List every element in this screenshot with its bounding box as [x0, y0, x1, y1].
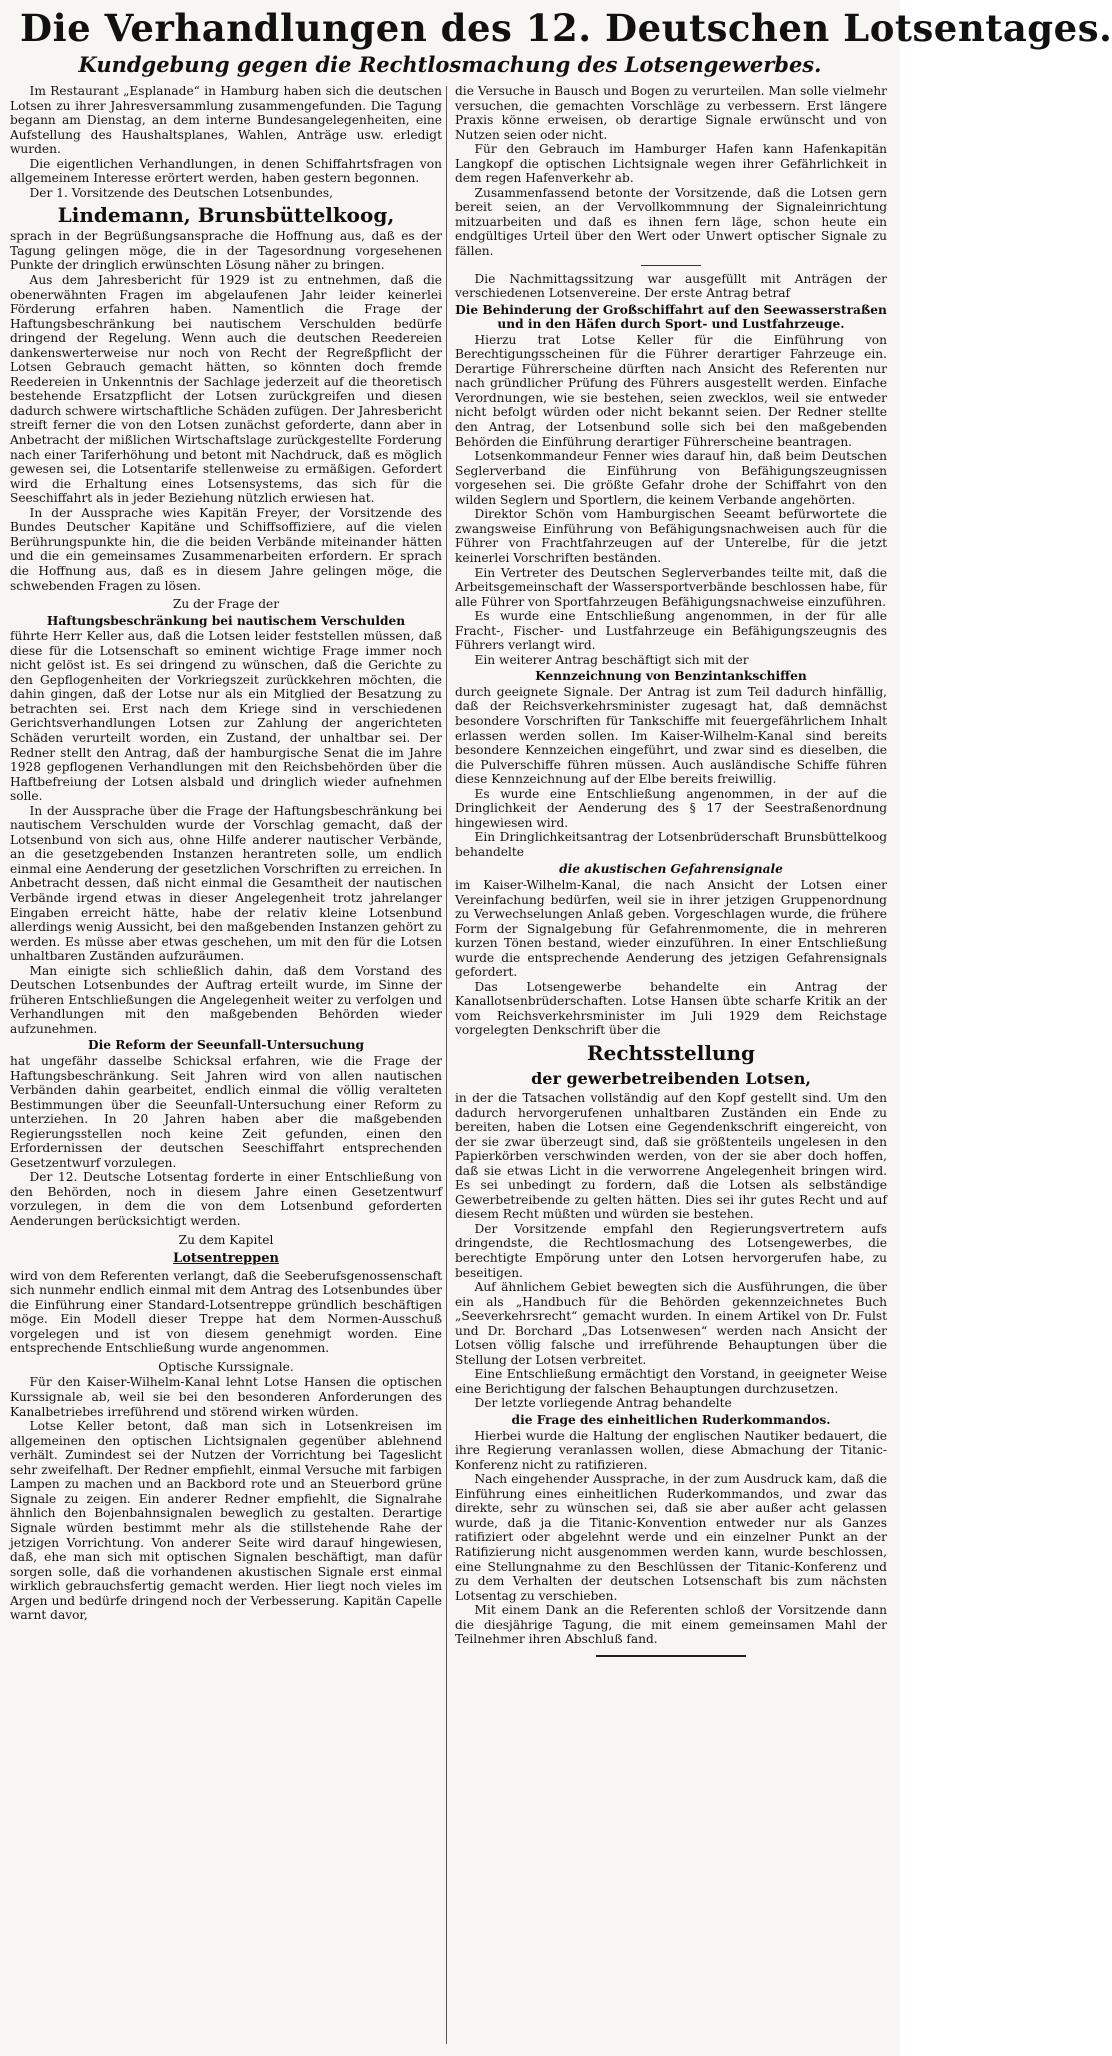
section-intro: Zu der Frage der — [172, 597, 280, 612]
paragraph: Direktor Schön vom Hamburgischen Seeamt befürwortete die zwangsweise Einführung von Befähigungsnachweisen auch für die Führer von Frachtfahrzeugen auf der Unterelbe, für die jetzt keinerlei Vorschriften beständen. — [455, 507, 887, 565]
paragraph: Man einigte sich schließlich dahin, daß dem Vorstand des Deutschen Lotsenbundes der Auftrag erteilt wurde, im Sinne der früheren Entschließungen die Angelegenheit weiter zu verfolgen und Verhandlungen mit den maßgebenden Behörden wieder aufzunehmen. — [10, 963, 442, 1036]
paragraph: Die eigentlichen Verhandlungen, in denen Schiffahrtsfragen von allgemeinem Interesse erörtert werden, haben gestern begonnen. — [10, 156, 442, 186]
section-heading-rechtsstellung: Rechtsstellung — [586, 1041, 756, 1065]
paragraph: sprach in der Begrüßungsansprache die Hoffnung aus, daß es der Tagung gelingen möge, die in der Tagesordnung vorgesehenen Punkte der dringlich erwünschten Lösung näher zu bringen. — [10, 229, 442, 273]
speaker-heading: Lindemann, Brunsbüttelkoog, — [57, 203, 395, 228]
paragraph: Zusammenfassend betonte der Vorsitzende, daß die Lotsen gern bereit seien, an der Vervollkommnung der Signaleinrichtung mitzuarbeiten und daß es ihnen fern läge, schon heute ein endgültiges Urteil über den Wert oder Unwert optischer Signale zu fällen. — [455, 185, 887, 259]
end-rule — [596, 1655, 746, 1657]
section-heading-kurssignale: Optische Kurssignale. — [158, 1359, 294, 1374]
paragraph: Auf ähnlichem Gebiet bewegten sich die Ausführungen, die über ein als „Handbuch für die Behörden gekennzeichnetes Buch „Seeverkehrsrecht“ gemacht wurden. In einem Artikel von Dr. Fulst und Dr. Borchard „Das Lotsenwesen“ werden nach Ansicht der Lotsen völlig falsche und irreführende Behauptungen über die Stellung der Lotsen verbreitet. — [455, 1280, 887, 1367]
paragraph: Die Nachmittagssitzung war ausgefüllt mit Anträgen der verschiedenen Lotsenvereine. Der erste Antrag betraf — [455, 271, 887, 301]
paragraph: Es wurde eine Entschließung angenommen, in der für alle Fracht-, Fischer- und Lustfahrzeuge ein Befähigungszeugnis des Führers verlangt wird. — [455, 609, 887, 653]
section-heading-behinderung: Die Behinderung der Großschiffahrt auf den Seewasserstraßen und in den Häfen durch Sport- und Lustfahrzeuge. — [455, 302, 887, 332]
paragraph: Es wurde eine Entschließung angenommen, in der auf die Dringlichkeit der Aenderung des § 17 der Seestraßenordnung hingewiesen wird. — [455, 786, 887, 830]
column-divider — [446, 86, 447, 2044]
right-column — [455, 84, 887, 2046]
section-heading-akustisch: die akustischen Gefahrensignale — [559, 862, 783, 877]
section-heading-reform: Die Reform der Seeunfall-Untersuchung — [88, 1038, 364, 1053]
paragraph: durch geeignete Signale. Der Antrag ist zum Teil dadurch hinfällig, daß der Reichsverkehrsminister zugesagt hat, daß demnächst besondere Vorschriften für Tankschiffe mit feuergefährlichem Inhalt erlassen werden sollen. Im Kaiser-Wilhelm-Kanal sind bereits besondere Kennzeichen eingeführt, und zwar sind es dieselben, die die Pulverschiffe führen müssen. Auch ausländische Schiffe führen diese Kennzeichnung auf der Elbe bereits freiwillig. — [455, 684, 887, 787]
left-column — [10, 84, 442, 2046]
section-heading-ruderkommando: die Frage des einheitlichen Ruderkommandos. — [511, 1413, 831, 1428]
paragraph: Im Restaurant „Esplanade“ in Hamburg haben sich die deutschen Lotsen zu ihrer Jahresversammlung zusammengefunden. Die Tagung begann am Dienstag, an dem interne Bundesangelegenheiten, eine Aufstellung des Haushaltsplanes, Wahlen, Anträge usw. erledigt wurden. — [10, 84, 442, 157]
paragraph: Lotsenkommandeur Fenner wies darauf hin, daß beim Deutschen Seglerverband die Einführung von Befähigungszeugnissen vorgesehen sei. Die größte Gefahr drohe der Schiffahrt von den wilden Seglern und Sportlern, die keinem Verbande angehörten. — [455, 449, 887, 507]
paragraph: Hierzu trat Lotse Keller für die Einführung von Berechtigungsscheinen für die Führer derartiger Fahrzeuge ein. Derartige Führerscheine dürften nach Ansicht des Referenten nur nach gründlicher Prüfung des Führers ausgestellt werden. Einfache Verordnungen, wie sie bestehen, seien zwecklos, weil sie entweder nicht befolgt würden oder nicht bekannt seien. Der Redner stellte den Antrag, der Lotsenbund solle sich bei den maßgebenden Behörden die Einführung derartiger Führerscheine beantragen. — [455, 332, 887, 449]
paragraph: Ein Dringlichkeitsantrag der Lotsenbrüderschaft Brunsbüttelkoog behandelte — [455, 830, 887, 859]
article-subheadline: Kundgebung gegen die Rechtlosmachung des Lotsengewerbes. — [78, 52, 822, 77]
paragraph: in der die Tatsachen vollständig auf den Kopf gestellt sind. Um den dadurch hervorgerufenen unhaltbaren Zuständen ein Ende zu bereiten, haben die Lotsen eine Gegendenkschrift eingereicht, von der sie zwar überzeugt sind, daß sie größtenteils ungelesen in den Papierkörben verschwinden werden, von der sie aber doch hoffen, daß sie etwas Licht in die verworrene Angelegenheit bringen wird. Es sei unbedingt zu fordern, daß die Lotsen als selbständige Gewerbetreibende zu gelten hätten. Dies sei ihr gutes Recht und auf diesem Recht müßten und würden sie bestehen. — [455, 1091, 887, 1222]
paragraph: Lotse Keller betont, daß man sich in Lotsenkreisen im allgemeinen den optischen Lichtsignalen gegenüber ablehnend verhält. Zumindest sei der Nutzen der Vorrichtung bei Tageslicht sehr zweifelhaft. Der Redner empfiehlt, einmal Versuche mit farbigen Lampen zu machen und an Backbord rote und an Steuerbord grüne Signale zu zeigen. Ein anderer Redner empfiehlt, die Signalrahe ähnlich den Bojenbahnsignalen beweglich zu gestalten. Derartige Signale würden bestimmt mehr als die stillstehende Rahe der jetzigen Vorrichtung. Von anderer Seite wird darauf hingewiesen, daß, ehe man sich mit optischen Signalen beschäftigt, man dafür sorgen solle, daß die vorhandenen akustischen Signale erst einmal wirklich gebrauchsfertig gemacht werden. Hier liegt noch vieles im Argen und bedürfe dringend noch der Verbesserung. Kapitän Capelle warnt davor, — [10, 1419, 442, 1623]
paragraph: die Versuche in Bausch und Bogen zu verurteilen. Man solle vielmehr versuchen, die gemachten Vorschläge zu verbessern. Erst längere Praxis könne erweisen, ob derartige Signale erwünscht und von Nutzen seien oder nicht. — [455, 84, 887, 142]
paragraph: führte Herr Keller aus, daß die Lotsen leider feststellen müssen, daß diese für die Lotsenschaft so eminent wichtige Frage immer noch nicht gelöst ist. Es sei dringend zu wünschen, daß die Gerichte zu den Gepflogenheiten der Vorkriegszeit zurückkehren möchten, die dahin gingen, daß der Lotse nur als ein Mitglied der Besatzung zu betrachten sei. Erst nach dem Kriege sind in verschiedenen Gerichtsverhandlungen Lotsen zur Zahlung der angerichteten Schäden verurteilt worden, ein Zustand, der unhaltbar sei. Der Redner stellt den Antrag, daß der hamburgische Senat die im Jahre 1928 gepflogenen Verhandlungen mit den Reichsbehörden über die Haftbefreiung der Lotsen alsbald und dringlich wieder aufnehmen solle. — [10, 629, 442, 804]
paragraph: Nach eingehender Aussprache, in der zum Ausdruck kam, daß die Einführung eines einheitlichen Ruderkommandos, und zwar das direkte, sehr zu wünschen sei, daß sie aber außer acht gelassen wurde, daß ja die Titanic-Konvention entweder nur als Ganzes ratifiziert oder abgelehnt werde und ein einzelner Punkt an der Ratifizierung nicht ausgenommen werden kann, wurde beschlossen, eine Stellungnahme zu den Beschlüssen der Titanic-Konferenz und zu dem Verhalten der deutschen Lotsenschaft bis zum nächsten Lotsentag zu verschieben. — [455, 1472, 887, 1603]
paragraph: In der Aussprache über die Frage der Haftungsbeschränkung bei nautischem Verschulden wurde der Vorschlag gemacht, daß der Lotsenbund von sich aus, ohne Hilfe anderer nautischer Verbände, an die gesetzgebenden Instanzen herantreten solle, um endlich einmal eine Aenderung der gesetzlichen Vorschriften zu erreichen. In Anbetracht dessen, daß nicht einmal die Gesamtheit der nautischen Verbände irgend etwas in dieser Angelegenheit trotz jahrelanger Eingaben erreicht hätte, habe der relativ kleine Lotsenbund allerdings wenig Aussicht, bei den maßgebenden Instanzen gehört zu werden. Es müsse aber etwas geschehen, um mit den für die Lotsen unhaltbaren Zuständen aufzuräumen. — [10, 803, 442, 964]
article-headline: Die Verhandlungen des 12. Deutschen Lotsentages. — [20, 6, 1112, 50]
paragraph: Aus dem Jahresbericht für 1929 ist zu entnehmen, daß die obenerwähnten Fragen im abgelaufenen Jahr leider keinerlei Förderung erfahren haben. Namentlich die Frage der Haftungsbeschränkung bei nautischem Verschulden bedürfe dringend der Regelung. Wenn auch die deutschen Reedereien dankenswerterweise nur noch von Recht der Regreßpflicht der Lotsen Gebrauch gemacht hätten, so könnten doch fremde Reedereien in Unkenntnis der Sachlage jederzeit auf die theoretisch bestehende Ersatzpflicht der Lotsen zurückgreifen und diesen dadurch schwere wirtschaftliche Schäden zufügen. Der Jahresbericht streift ferner die von den Lotsen zunächst geforderte, dann aber in Anbetracht der mißlichen Wirtschaftslage zurückgestellte Forderung nach einer Tariferhöhung und betont mit Nachdruck, daß es möglich gewesen sei, die Lotsentarife stellenweise zu ermäßigen. Gefordert wird die Erhaltung eines Lotsensystems, das sich für die Seeschiffahrt als in jeder Beziehung nützlich erwiesen hat. — [10, 273, 442, 506]
section-heading-lotsentreppen: Lotsentreppen — [173, 1251, 279, 1267]
paragraph: Mit einem Dank an die Referenten schloß der Vorsitzende dann die diesjährige Tagung, die mit einem gemeinsamen Mahl der Teilnehmer ihren Abschluß fand. — [455, 1603, 887, 1647]
section-heading-haftung: Haftungsbeschränkung bei nautischem Verschulden — [46, 613, 406, 628]
paragraph: Der 12. Deutsche Lotsentag forderte in einer Entschließung von den Behörden, noch in diesem Jahre einen Gesetzentwurf vorzulegen, in dem die von dem Lotsenbund geforderten Aenderungen berücksichtigt werden. — [10, 1170, 442, 1229]
paragraph: In der Aussprache wies Kapitän Freyer, der Vorsitzende des Bundes Deutscher Kapitäne und Schiffsoffiziere, auf die vielen Berührungspunkte hin, die die beiden Verbände miteinander hätten und die ein gemeinsames Zusammenarbeiten erfordern. Er sprach die Hoffnung aus, daß es in diesem Jahre gelingen möge, die schwebenden Fragen zu lösen. — [10, 505, 442, 593]
paragraph: Der Vorsitzende empfahl den Regierungsvertretern aufs dringendste, die Rechtlosmachung des Lotsengewerbes, die berechtigte Empörung unter den Lotsen hervorgerufen habe, zu beseitigen. — [455, 1221, 887, 1280]
paragraph: Eine Entschließung ermächtigt den Vorstand, in geeigneter Weise eine Berichtigung der falschen Behauptungen durchzusetzen. — [455, 1367, 887, 1396]
section-heading-kennzeichnung: Kennzeichnung von Benzintankschiffen — [535, 669, 807, 684]
section-intro: Zu dem Kapitel — [178, 1232, 274, 1247]
paragraph: Der letzte vorliegende Antrag behandelte — [474, 1396, 732, 1411]
paragraph: hat ungefähr dasselbe Schicksal erfahren, wie die Frage der Haftungsbeschränkung. Seit Jahren wird von allen nautischen Verbänden dahin gearbeitet, endlich einmal die völlig veralteten Bestimmungen über die Seeunfall-Untersuchung einer Reform zu unterziehen. In 20 Jahren haben aber die maßgebenden Regierungsstellen noch keine Zeit gefunden, einen den Erfordernissen der deutschen Seeschiffahrt entsprechenden Gesetzentwurf vorzulegen. — [10, 1054, 442, 1170]
paragraph: wird von dem Referenten verlangt, daß die Seeberufsgenossenschaft sich nunmehr endlich einmal mit dem Antrag des Lotsenbundes über die Einführung einer Standard-Lotsentreppe gründlich beschäftigen möge. Ein Modell dieser Treppe hat dem Normen-Ausschuß vorgelegen und ist von diesem genehmigt worden. Eine entsprechende Entschließung wurde angenommen. — [10, 1268, 442, 1356]
paragraph: im Kaiser-Wilhelm-Kanal, die nach Ansicht der Lotsen einer Vereinfachung bedürfen, weil sie in ihrer jetzigen Gruppenordnung zu Verwechselungen Anlaß geben. Vorgeschlagen wurde, die frühere Form der Signalgebung für Gefahrenmomente, die in mehreren kurzen Tönen bestand, wieder einzuführen. In einer Entschließung wurde die entsprechende Aenderung des jetzigen Gefahrensignals gefordert. — [455, 877, 887, 980]
paragraph: Hierbei wurde die Haltung der englischen Nautiker bedauert, die ihre Regierung veranlassen wollen, diese Abmachung der Titanic-Konferenz nicht zu ratifizieren. — [455, 1428, 887, 1472]
paragraph: Ein Vertreter des Deutschen Seglerverbandes teilte mit, daß die Arbeitsgemeinschaft der Wassersportverbände beschlossen habe, für alle Führer von Sportfahrzeugen Befähigungsnachweise einzuführen. — [455, 565, 887, 609]
paragraph: Für den Kaiser-Wilhelm-Kanal lehnt Lotse Hansen die optischen Kurssignale ab, weil sie bei den besonderen Anforderungen des Kanalbetriebes irreführend und störend wirken würden. — [10, 1375, 442, 1419]
paragraph: Das Lotsengewerbe behandelte ein Antrag der Kanallotsenbrüderschaften. Lotse Hansen übte scharfe Kritik an der vom Reichsverkehrsminister im Juli 1929 dem Reichstage vorgelegten Denkschrift über die — [455, 979, 887, 1038]
paragraph: Ein weiterer Antrag beschäftigt sich mit der — [474, 652, 749, 667]
paragraph: Für den Gebrauch im Hamburger Hafen kann Hafenkapitän Langkopf die optischen Lichtsignale wegen ihrer Gefährlichkeit in dem regen Hafenverkehr ab. — [455, 142, 887, 186]
paragraph: Der 1. Vorsitzende des Deutschen Lotsenbundes, — [29, 185, 333, 200]
section-divider — [641, 265, 701, 266]
section-heading-gewerbe: der gewerbetreibenden Lotsen, — [531, 1069, 811, 1088]
